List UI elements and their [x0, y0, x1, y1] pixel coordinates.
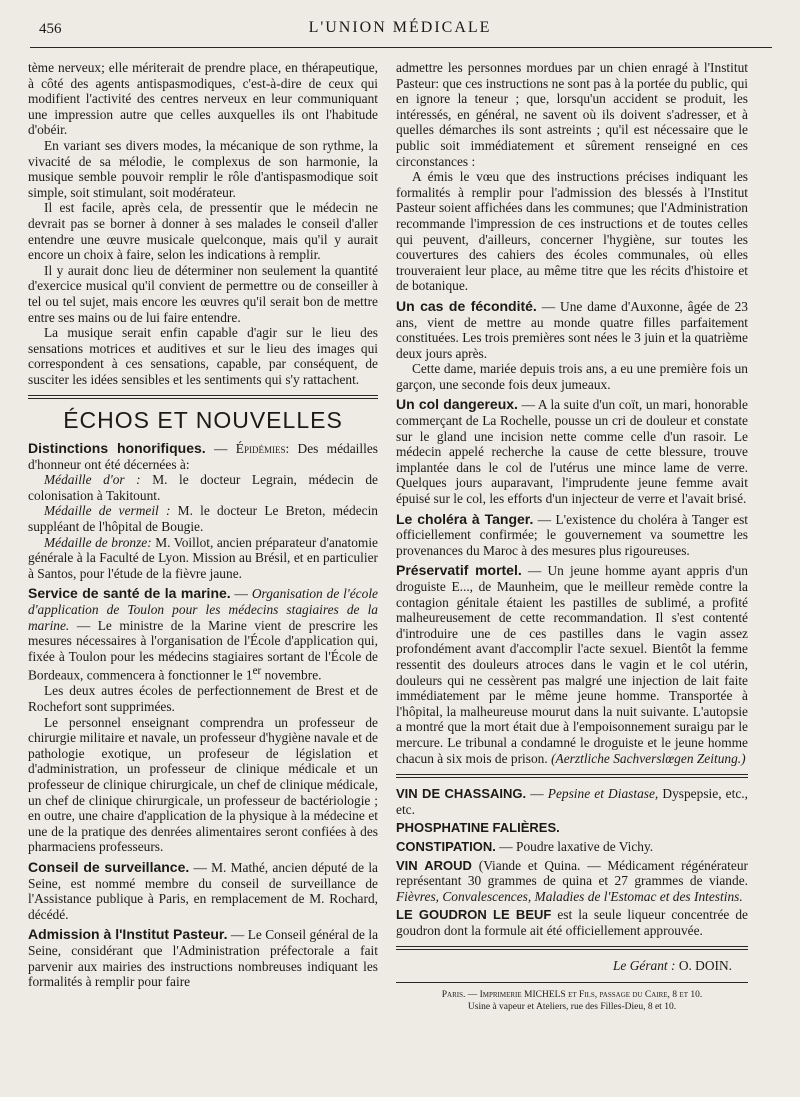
- page-header: [30, 14, 770, 44]
- advert-vin-aroud: [396, 858, 748, 905]
- paragraph: Il est facile, après cela, de pressentir que le médecin ne devrait pas se borner à donner à ses malades le conseil d'aller entendre une œuvre musicale quelconque, mais qu'il y aurait encore un choix à faire, selon les indications à remplir.: [28, 200, 378, 263]
- article-text: — A la suite d'un coït, un mari, honorable commerçant de La Rochelle, pousse un cri de douleur et constate sur le gland une incision nette comme celle d'un rasoir. Le médecin appelé recherche la cause de cette blessure, trouve implantée dans le col de l'utérus une mince lame de verre. Quelques jours auparavant, l'imprudente jeune femme avait épuisé sur le col, les efforts d'un injecteur de verre et l'avait brisé.: [396, 397, 748, 507]
- advert-heading: LE GOUDRON LE BEUF: [396, 907, 552, 923]
- advert-heading: VIN AROUD: [396, 857, 472, 873]
- subheading: Épidémies: [235, 441, 286, 457]
- paragraph: A émis le vœu que des instructions précises indiquant les formalités à remplir pour l'admission des blessés à l'Institut Pasteur soient affichées dans les communes; que l'Administration recommande l'impression de ces instructions et de toutes celles qui peuvent, d'ailleurs, concerner l'hygiène, sur toutes les couvertures des cahiers des écoles communales, où elles trouveraient leur place, au même titre que les récits d'histoire et de botanique.: [396, 169, 748, 294]
- paragraph: La musique serait enfin capable d'agir sur le lieu des sensations motrices et auditives et sur le lieu des images qui correspondent à ces sensations, capable, par conséquent, de susciter les idées sensibles et les sentiments qui s'y rattachent.: [28, 325, 378, 387]
- article-heading: Service de santé de la marine.: [28, 585, 231, 602]
- section-divider: [396, 774, 748, 778]
- article-text: — M. Mathé, ancien député de la Seine, est nommé membre du conseil de surveillance de l'Assistance publique à Paris, en remplacement de M. Rochard, décédé.: [28, 859, 378, 922]
- paragraph: admettre les personnes mordues par un chien enragé à l'Institut Pasteur: que ces instructions ne sont pas à la portée du public, qui en ignore la teneur ; que, lorsqu'un accident se produit, les intéressés, en général, ne savent où ils doivent s'adresser, et à quelles démarches ils sont astreints ; qu'il est nécessaire que le public soit immédiatement et sûrement renseigné en ces circonstances :: [396, 60, 748, 169]
- medal-label: Médaille d'or :: [44, 472, 141, 488]
- advert-constipation: [396, 839, 748, 855]
- section-divider: [28, 395, 378, 399]
- article-text: novembre.: [264, 667, 322, 683]
- advert-vin-chassaing: [396, 786, 748, 817]
- article-heading: Admission à l'Institut Pasteur.: [28, 926, 228, 943]
- advert-italic: Fièvres, Convalescences, Maladies de l'Estomac et des Intestins.: [396, 888, 743, 904]
- advert-goudron: [396, 907, 748, 938]
- advert-heading: PHOSPHATINE FALIÈRES.: [396, 820, 560, 836]
- paragraph: Cette dame, mariée depuis trois ans, a eu une première fois un garçon, une seconde fois deux jumeaux.: [396, 361, 748, 392]
- article-heading: Conseil de surveillance.: [28, 858, 190, 875]
- article-text: — L'existence du choléra à Tanger est officiellement confirmée; le gouvernement va soumettre les provenances du Maroc à des mesures plus rigoureuses.: [396, 511, 748, 558]
- printer-line: Usine à vapeur et Ateliers, rue des Filles-Dieu, 8 et 10.: [467, 1002, 677, 1013]
- paragraph: Il y aurait donc lieu de déterminer non seulement la quantité d'exercice musical qu'il convient de permettre ou de conseiller à tel ou tel sujet, mais encore les œuvres qu'il serait bon de mettre entre ses mains ou de lui faire entendre.: [28, 262, 378, 325]
- article-heading: Distinctions honorifiques.: [28, 440, 206, 457]
- advert-dash: —: [530, 786, 544, 802]
- right-column: [396, 60, 748, 1013]
- article-text: — Une dame d'Auxonne, âgée de 23 ans, vient de mettre au monde quatre filles parfaitement constituées. Les trois premières sont nées le 3 juin et la quatrième deux jours après.: [396, 298, 748, 361]
- medal-text: M. le docteur Le Breton, médecin suppléant de l'hôpital de Bougie.: [28, 503, 378, 535]
- medal-entry: [28, 503, 378, 534]
- medal-text: M. le docteur Legrain, médecin de colonisation à Takitount.: [28, 472, 378, 503]
- article-text: : Des médailles d'honneur ont été décernées à:: [28, 441, 379, 472]
- section-divider: [396, 946, 748, 950]
- section-title: ÉCHOS ET NOUVELLES: [63, 407, 343, 434]
- printer-line: Paris. — Imprimerie MICHELS et Fils, passage du Caire, 8 et 10.: [441, 990, 703, 1001]
- gerant-signature: [396, 958, 748, 974]
- medal-text: M. Voillot, ancien préparateur d'anatomie générale à la Faculté de Lyon. Mission au Brésil, et en particulier à Santos, pour l'étude de la fièvre jaune.: [28, 534, 378, 581]
- paragraph: Le personnel enseignant comprendra un professeur de chirurgie militaire et navale, un professeur d'hygiène navale et de pathologie exotique, un profeseur de législation et d'administration, un professeur de clinique médicale et un professeur de clinique chirurgicale, un chef de clinique médicale, un chef de clinique chirurgicale, un professeur de bactériologie ; en outre, une chaire d'application de la physique à la médecine et une de la pratique des denrées alimentaires seront confiées à des pharmaciens professeurs.: [28, 714, 378, 855]
- medal-entry: [28, 472, 378, 503]
- article-text: — Un jeune homme ayant appris d'un droguiste E..., de Maunheim, que le meilleur remède contre la contagion génitale étaient les pastilles de sublimé, a profité malheureusement de cette recommandation. Il s'est contenté d'introduire une de ces pastilles dans le vagin assez profondément avant d'accomplir l'acte sexuel. Bientôt la femme ressentit des douleurs atroces dans le vagin et le col utérin, douleurs qui ne cessèrent pas malgré une injection de lait faite immédiatement par le même jeune homme. Transportée à l'hôpital, la malheureuse mourut dans la nuit suivante. L'autopsie a montré que la mort était due à l'empoisonnement suraigu par le mercure. Le tribunal a condamné le droguiste et le jeune homme chacun à six mois de prison.: [396, 563, 748, 766]
- paragraph: tème nerveux; elle mériterait de prendre place, en thérapeutique, à côté des agents antispasmodiques, c'est-à-dire de ceux qui modifient l'activité des centres nerveux en leur communiquant une impression autre que celles auxquelles ils ont l'habitude d'obéir.: [28, 60, 378, 138]
- article-heading: Un col dangereux.: [396, 396, 518, 413]
- article-heading: Préservatif mortel.: [396, 562, 522, 579]
- article-text: — Le Conseil général de la Seine, considérant que l'Administration préfectorale a fait parvenir aux mairies des instructions nombreuses indiquant les formalités à remplir pour faire: [28, 927, 379, 990]
- medal-label: Médaille de bronze:: [44, 534, 152, 550]
- paragraph: Les deux autres écoles de perfectionnement de Brest et de Rochefort sont supprimées.: [28, 683, 378, 715]
- superscript: er: [252, 665, 262, 678]
- article-source: (Aerztliche Sachverslœgen Zeitung.): [551, 750, 746, 766]
- medal-entry: [28, 535, 378, 582]
- article-heading: Un cas de fécondité.: [396, 297, 537, 314]
- page-number: 456: [39, 21, 62, 37]
- advert-heading: CONSTIPATION.: [396, 838, 496, 854]
- advert-text: Dyspepsie, etc., etc.: [396, 786, 748, 817]
- advert-italic: Pepsine et Diastase,: [547, 786, 659, 802]
- journal-title: L'UNION MÉDICALE: [308, 19, 492, 36]
- gerant-name: O. DOIN.: [678, 958, 732, 974]
- advert-text: (Viande et Quina. — Médicament régénérateur représentant 30 grammes de quina et 27 grammes de viande.: [396, 857, 749, 889]
- article-text: — Le ministre de la Marine vient de prescrire les mesures nécessaires à l'organisation de l'École d'application qui, fixée à Toulon pour les médecins stagiaires sortant de l'École de Bordeaux, commencera à fonctionner le 1: [28, 617, 378, 683]
- article-subtitle: Organisation de l'école d'application de Toulon pour les médecins stagiaires de la marine.: [28, 586, 378, 633]
- footer-rule: [396, 982, 748, 983]
- advert-text: est la seule liqueur concentrée de goudron dont la formule ait été officiellement approuvée.: [396, 907, 748, 938]
- advert-text: — Poudre laxative de Vichy.: [499, 838, 654, 854]
- left-column: tème nerveux; elle mériterait de prendre place, en thérapeutique, à côté des agents antispasmodiques, c'est-à-dire de ceux qui modifient l'activité des centres nerveux en leur communiquant une impression autre que celles auxquelles ils ont l'habitude d'obéir. En variant ses divers modes, la mécanique de son rythme, la vivacité de sa mélodie, le complexus de son harmonie, la musique semble pouvoir remplir le rôle d'antispasmodique soit simple, soit stimulant, soit modérateur. Il est facile, après cela, de pressentir que le médecin ne devrait pas se borner à donner à ses malades le conseil d'aller entendre une œuvre musicale quelconque, mais qu'il y aurait encore un choix à faire, selon les indications à remplir. Il y aurait donc lieu de déterminer non seulement la quantité d'exercice musical qu'il convient de permettre ou de conseiller à tel ou tel sujet, mais encore les œuvres qu'il serait bon de mettre entre ses mains ou de lui faire entendre. La musique serait enfin capable d'agir sur le lieu des sensations motrices et auditives et sur le lieu des images qui correspondent à ces sensations, capable, par conséquent, de susciter les idées sensibles et les sentiments qui s'y rattachent. ÉCHOS ET NOUVELLES Distinctions honorifiques. — Épidémies: Des médailles d'honneur ont été décernées à: Médaille d'or : M. le docteur Legrain, médecin de colonisation à Takitount. Médaille de vermeil : M. le docteur Le Breton, médecin suppléant de l'hôpital de Bougie. Médaille de bronze: M. Voillot, ancien préparateur d'anatomie générale à la Faculté de Lyon. Mission au Brésil, et en particulier à Santos, pour l'étude de la fièvre jaune. Service de santé de la marine. — Organisation de l'école d'application de Toulon pour les médecins stagiaires de la marine. — Le ministre de la Marine vient de prescrire les mesures nécessaires à l'organisation de l'École d'application qui, fixée à Toulon pour les médecins stagiaires sortant de l'École de Bordeaux, commencera à fonctionner le 1er novembre. Les deux autres écoles de perfectionnement de Brest et de Rochefort sont supprimées. Le personnel enseignant comprendra un professeur de chirurgie militaire et navale, un professeur d'hygiène navale et de pathologie exotique, un profeseur de législation et d'administration, un professeur de clinique médicale et un professeur de clinique chirurgicale, un chef de clinique médicale, un chef de clinique chirurgicale, un professeur de bactériologie ; en outre, une chaire d'application de la physique à la médecine et une de la pratique des denrées alimentaires seront confiées à des pharmaciens professeurs. Conseil de surveillance. — M. Mathé, ancien député de la Seine, est nommé membre du conseil de surveillance de l'Assistance publique à Paris, en remplacement de M. Rochard, décédé. Admission à l'Institut Pasteur. — Le Conseil général de la Seine, considérant que l'Administration préfectorale a fait parvenir aux mairies des instructions nombreuses indiquant les formalités à remplir pour faire: [28, 60, 379, 990]
- advert-heading: VIN DE CHASSAING.: [396, 786, 527, 802]
- gerant-label: Le Gérant :: [612, 958, 676, 974]
- article-heading: Le choléra à Tanger.: [396, 510, 534, 527]
- header-rule: [30, 47, 772, 48]
- advert-phosphatine: [396, 820, 748, 836]
- paragraph: En variant ses divers modes, la mécanique de son rythme, la vivacité de sa mélodie, le complexus de son harmonie, la musique semble pouvoir remplir le rôle d'antispasmodique soit simple, soit stimulant, soit modérateur.: [28, 137, 378, 200]
- medal-label: Médaille de vermeil :: [44, 503, 171, 519]
